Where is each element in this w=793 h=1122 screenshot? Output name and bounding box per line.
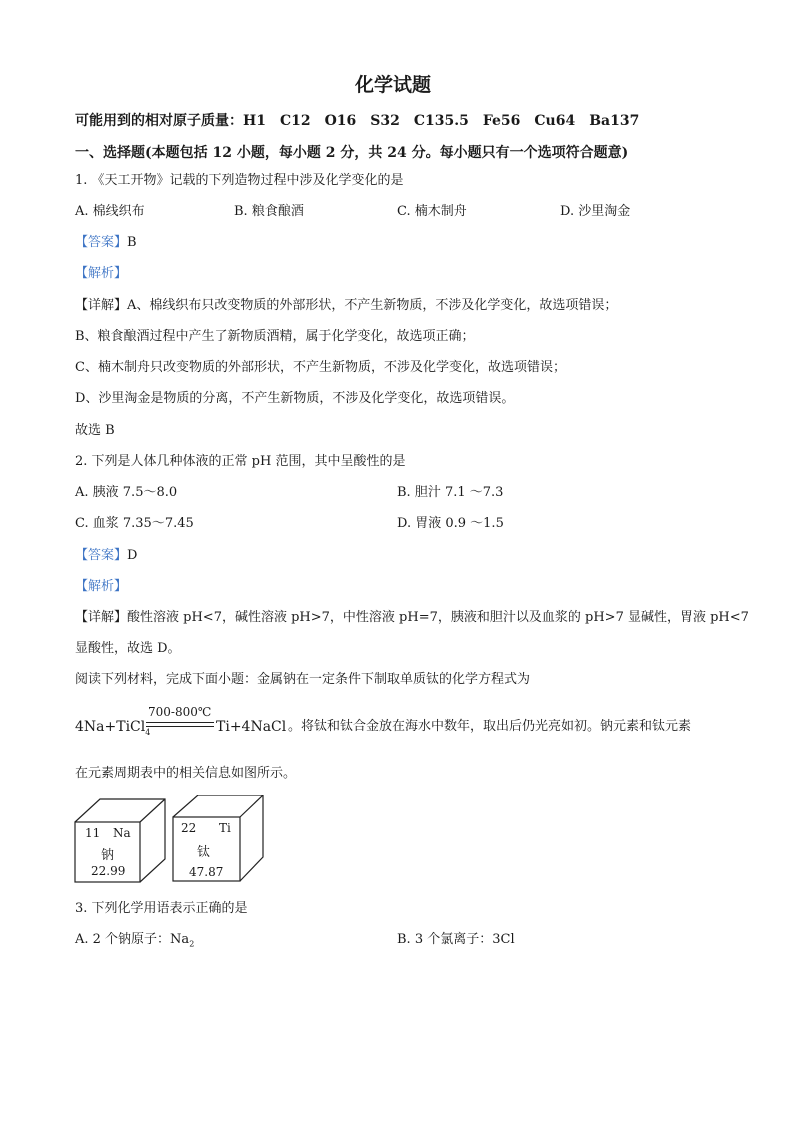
answer-label: 【答案】: [75, 548, 128, 563]
equation-line-bottom: [146, 726, 214, 727]
equation-condition: 700-800℃: [148, 705, 212, 719]
atomic-number: 11: [85, 826, 101, 840]
q1-option-b: B. 粮食酿酒: [234, 204, 304, 219]
element-symbol: Ti: [219, 821, 231, 835]
q1-analysis-label: 【解析】: [75, 266, 128, 281]
detail-label: 【详解】: [75, 610, 128, 625]
answer-value: B: [127, 235, 137, 250]
option-text: A. 2 个钠原子：Na: [75, 932, 190, 947]
equation-reactants: 4Na+TiCl: [75, 719, 146, 735]
q2-answer: [75, 547, 137, 565]
atomic-number: 22: [181, 821, 197, 835]
answer-label: 【答案】: [75, 235, 128, 250]
detail-text: A、棉线织布只改变物质的外部形状，不产生新物质，不涉及化学变化，故选项错误；: [127, 298, 618, 313]
reading-line2: 在元素周期表中的相关信息如图所示。: [75, 766, 297, 781]
reading-continuation: 。将钛和钛合金放在海水中数年，取出后仍光亮如初。钠元素和钛元素: [288, 719, 692, 734]
q2-analysis-label: 【解析】: [75, 579, 128, 594]
chemical-equation: [75, 718, 150, 742]
reading-intro: 阅读下列材料，完成下面小题：金属钠在一定条件下制取单质钛的化学方程式为: [75, 672, 531, 687]
equation-line-top: [146, 722, 214, 723]
answer-value: D: [127, 548, 138, 563]
q3-option-a: [75, 931, 194, 954]
q2-option-d: D. 胃液 0.9 ～1.5: [397, 516, 504, 531]
element-card-sodium: [75, 822, 140, 882]
q1-detail-line: [75, 297, 617, 315]
q2-option-b: B. 胆汁 7.1 ～7.3: [397, 485, 504, 500]
atomic-masses: 可能用到的相对原子质量：H1 C12 O16 S32 C135.5 Fe56 Cu64 Ba137: [75, 113, 640, 129]
atomic-mass: 47.87: [189, 865, 224, 879]
q2-detail-line: [75, 609, 749, 627]
q1-detail-line: C、楠木制舟只改变物质的外部形状，不产生新物质，不涉及化学变化，故选项错误；: [75, 360, 566, 375]
atomic-mass: 22.99: [91, 864, 126, 878]
element-name: 钛: [197, 845, 211, 860]
q2-option-c: C. 血浆 7.35～7.45: [75, 516, 194, 531]
q2-detail-line: 显酸性，故选 D。: [75, 641, 181, 656]
q1-answer: [75, 234, 137, 252]
equation-products: Ti+4NaCl: [216, 719, 287, 735]
option-subscript: 2: [189, 939, 195, 949]
q1-conclusion: 故选 B: [75, 423, 115, 438]
q1-option-d: D. 沙里淘金: [560, 204, 631, 219]
q3-stem: 3. 下列化学用语表示正确的是: [75, 901, 248, 916]
page-title: 化学试题: [355, 74, 432, 96]
detail-label: 【详解】: [75, 298, 128, 313]
detail-text: 酸性溶液 pH<7，碱性溶液 pH>7，中性溶液 pH=7，胰液和胆汁以及血浆的 pH>7 显碱性，胃液 pH<7: [127, 610, 749, 625]
q1-detail-line: B、粮食酿酒过程中产生了新物质酒精，属于化学变化，故选项正确；: [75, 329, 475, 344]
element-card-titanium: [173, 817, 240, 881]
equation-subscript: 4: [145, 727, 151, 737]
section-heading: 一、选择题(本题包括 12 小题，每小题 2 分，共 24 分。每小题只有一个选项符合题意): [75, 145, 629, 161]
element-symbol: Na: [113, 826, 131, 840]
q1-stem: 1. 《天工开物》记载的下列造物过程中涉及化学变化的是: [75, 173, 404, 188]
q1-option-a: A. 棉线织布: [75, 204, 145, 219]
element-name: 钠: [101, 848, 115, 863]
q1-detail-line: D、沙里淘金是物质的分离，不产生新物质，不涉及化学变化，故选项错误。: [75, 391, 515, 406]
q1-option-c: C. 楠木制舟: [397, 204, 467, 219]
q3-option-b: B. 3 个氯离子：3Cl: [397, 932, 515, 947]
q2-option-a: A. 胰液 7.5～8.0: [75, 485, 178, 500]
q2-stem: 2. 下列是人体几种体液的正常 pH 范围，其中呈酸性的是: [75, 454, 406, 469]
